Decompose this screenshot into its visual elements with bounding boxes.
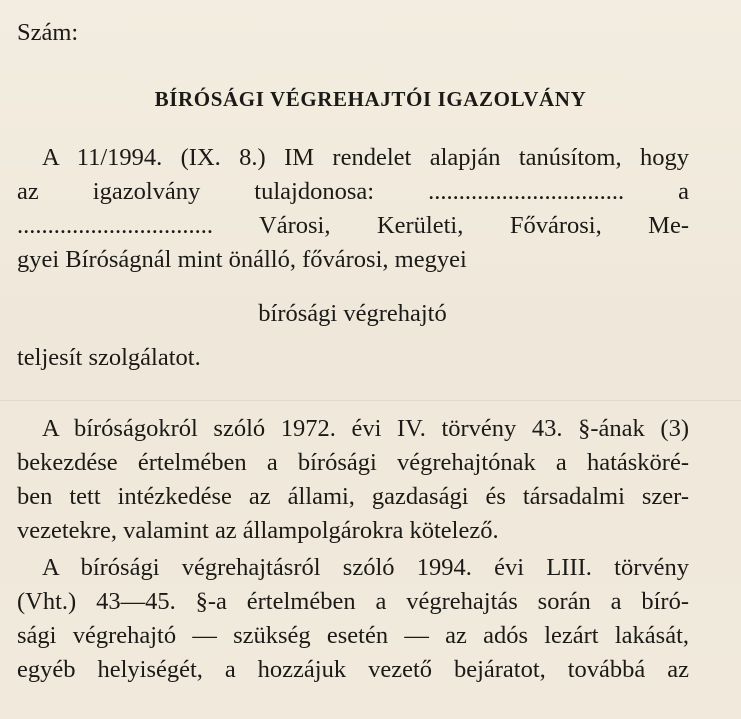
paragraph-1-line-2: bekezdése értelmében a bírósági végrehajtónak a hatásköré-	[17, 449, 689, 476]
certificate-line-2: az igazolvány tulajdonosa: ................................ a	[17, 178, 689, 205]
paragraph-1-line-4: vezetekre, valamint az állampolgárokra kötelező.	[17, 517, 499, 544]
paragraph-1-line-1: A bíróságokról szóló 1972. évi IV. törvény 43. §-ának (3)	[42, 415, 689, 442]
section-divider	[0, 400, 741, 401]
certificate-line-1: A 11/1994. (IX. 8.) IM rendelet alapján tanúsítom, hogy	[42, 144, 689, 171]
paragraph-2-line-4: egyéb helyiségét, a hozzájuk vezető bejáratot, továbbá az	[17, 656, 689, 683]
document-title: BÍRÓSÁGI VÉGREHAJTÓI IGAZOLVÁNY	[154, 87, 587, 111]
paragraph-2-line-3: sági végrehajtó — szükség esetén — az adós lezárt lakását,	[17, 622, 689, 649]
role-line: bírósági végrehajtó	[258, 300, 447, 327]
number-label: Szám:	[17, 19, 79, 46]
service-line: teljesít szolgálatot.	[17, 344, 201, 371]
certificate-line-4: gyei Bíróságnál mint önálló, fővárosi, megyei	[17, 246, 467, 273]
paragraph-2-line-2: (Vht.) 43—45. §-a értelmében a végrehajtás során a bíró-	[17, 588, 689, 615]
certificate-line-3: ................................ Városi, Kerületi, Fővárosi, Me-	[17, 212, 689, 239]
paragraph-2-line-1: A bírósági végrehajtásról szóló 1994. évi LIII. törvény	[42, 554, 689, 581]
paragraph-1-line-3: ben tett intézkedése az állami, gazdasági és társadalmi szer-	[17, 483, 689, 510]
